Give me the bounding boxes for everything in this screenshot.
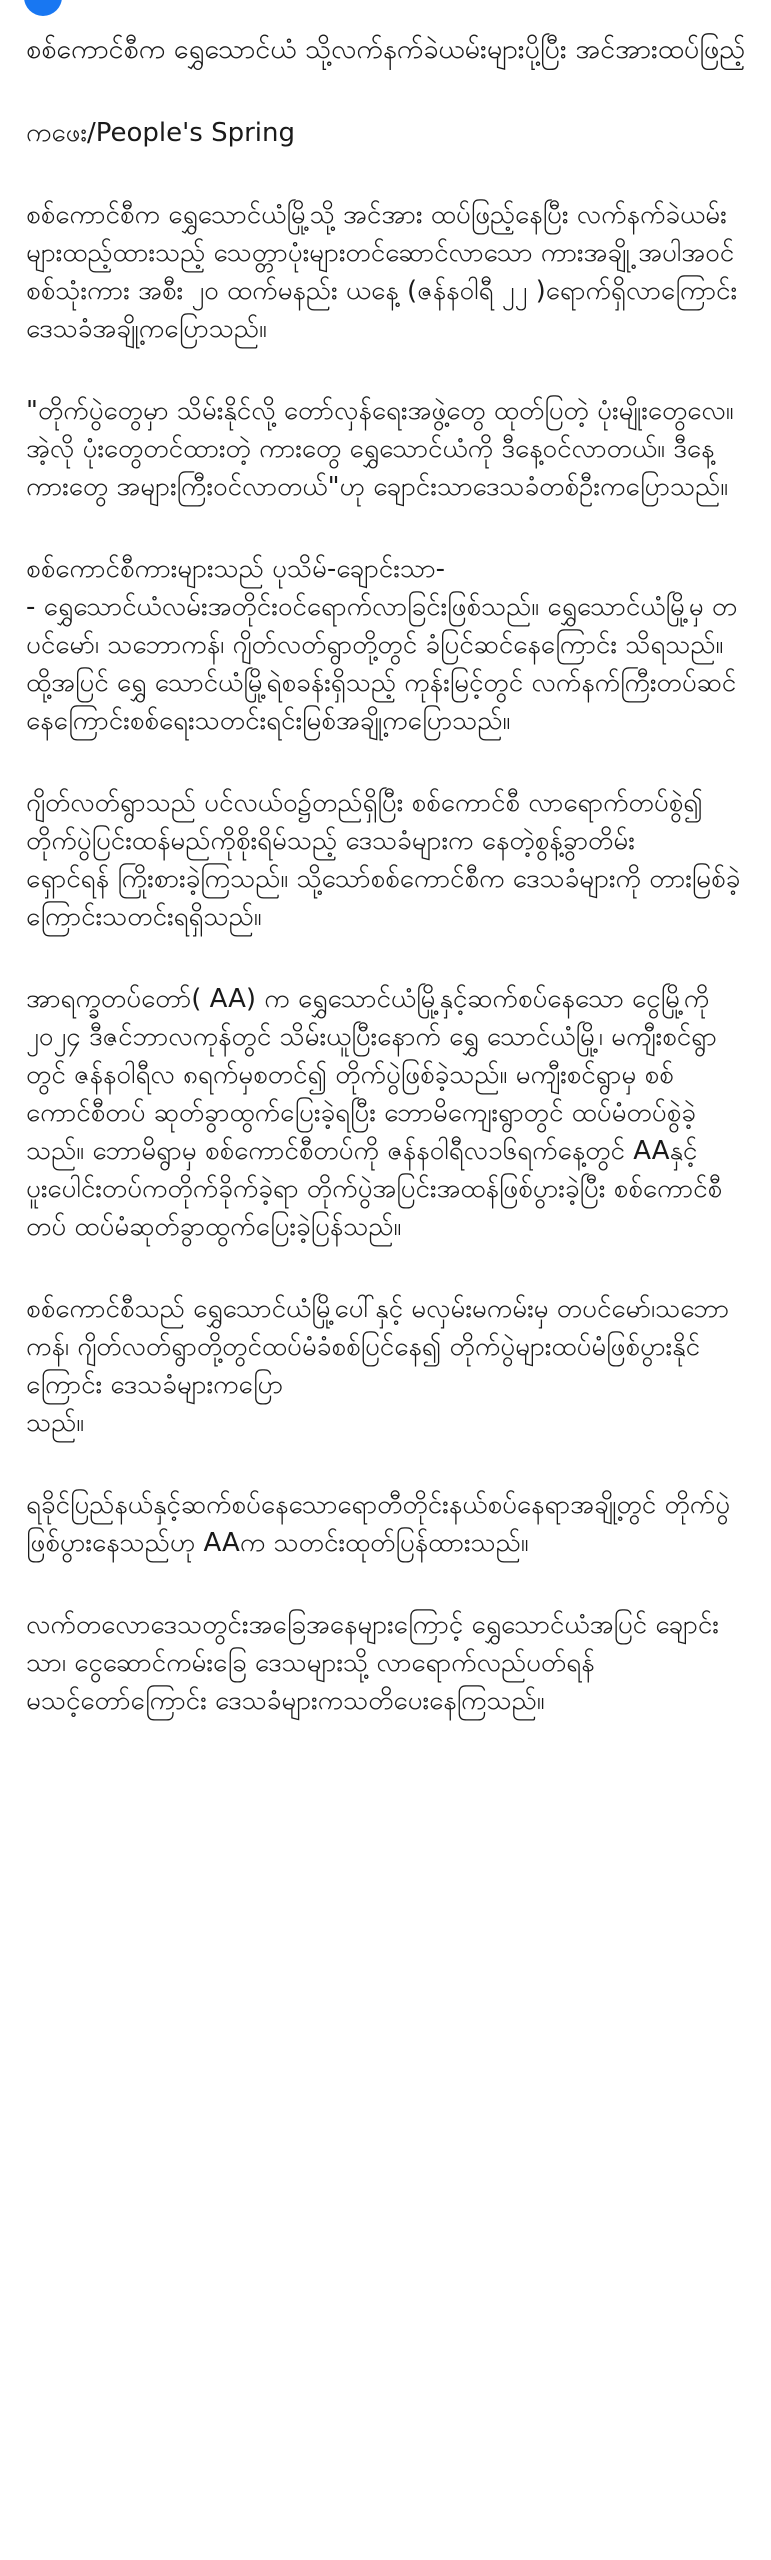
article-paragraph: ဂျိတ်လတ်ရွာသည် ပင်လယ်ဝ၌တည်ရှိပြီး စစ်ကောင်စီ လာရောက်တပ်စွဲ၍ တိုက်ပွဲပြင်းထန်မည်ကိုစိုးရိမ်သည့် ဒေသခံများက နေတဲ့စွန့်ခွာတိမ်း ရှောင်ရန် ကြိုးစားခဲ့ကြသည်။ သို့သော်စစ်ကောင်စီက ဒေသခံများကို တားမြစ်ခဲ့ကြောင်းသတင်းရရှိသည်။ <box>26 788 741 932</box>
article-paragraph: စစ်ကောင်စီသည် ရွှေသောင်ယံမြို့ပေါ်နှင့် မလှမ်းမကမ်းမှ တပင်မော်၊သဘောကန်၊ ဂျိတ်လတ်ရွာတို့တွင်ထပ်မံခံစစ်ပြင်နေ၍ တိုက်ပွဲများထပ်မံဖြစ်ပွားနိုင်ကြောင်း ဒေသခံများကပြော သည်။ <box>26 1294 730 1438</box>
article-byline: ကဖေး/People's Spring <box>26 118 296 148</box>
article-paragraph: ရခိုင်ပြည်နယ်နှင့်ဆက်စပ်နေသောရောတီတိုင်းနယ်စပ်နေရာအချို့တွင် တိုက်ပွဲဖြစ်ပွားနေသည်ဟု AAက သတင်းထုတ်ပြန်ထားသည်။ <box>26 1490 731 1558</box>
news-article <box>26 30 746 1764</box>
article-headline: စစ်ကောင်စီက ရွှေသောင်ယံ သို့လက်နက်ခဲယမ်းများပို့ပြီး အင်အားထပ်ဖြည့် <box>26 34 746 65</box>
profile-avatar[interactable] <box>24 0 62 16</box>
article-paragraph: စစ်ကောင်စီကားများသည် ပုသိမ်-ချောင်းသာ- - ရွှေသောင်ယံလမ်းအတိုင်းဝင်ရောက်လာခြင်းဖြစ်သည်။ ရွှေသောင်ယံမြို့မှ တပင်မော်၊ သဘောကန်၊ ဂျိတ်လတ်ရွာတို့တွင် ခံပြင်ဆင်နေကြောင်း သိရသည်။ ထို့အပြင် ရွှေ သောင်ယံမြို့ရဲစခန်းရှိသည့် ကုန်းမြင့်တွင် လက်နက်ကြီးတပ်ဆင်နေကြောင်းစစ်ရေးသတင်းရင်းမြစ်အချို့ကပြောသည်။ <box>26 554 738 736</box>
article-paragraph: "တိုက်ပွဲတွေမှာ သိမ်းနိုင်လို့ တော်လှန်ရေးအဖွဲ့တွေ ထုတ်ပြတဲ့ ပုံးမျိုးတွေလေ။ အဲ့လို ပုံးတွေတင်ထားတဲ့ ကားတွေ ရွှေသောင်ယံကို ဒီနေ့ဝင်လာတယ်။ ဒီနေ့ ကားတွေ အများကြီးဝင်လာတယ်"ဟု ချောင်းသာဒေသခံတစ်ဦးကပြောသည်။ <box>26 396 734 502</box>
article-paragraph: အာရက္ခတပ်တော်( AA) က ရွှေသောင်ယံမြို့နှင့်ဆက်စပ်နေသော ငွေမြို့ကို ၂၀၂၄ ဒီဇင်ဘာလကုန်တွင် သိမ်းယူပြီးနောက် ရွှေ သောင်ယံမြို့၊ မကျီးစင်ရွာတွင် ဇန်နဝါရီလ ၈ရက်မှစတင်၍ တိုက်ပွဲဖြစ်ခဲ့သည်။ မကျီးစင်ရွာမှ စစ်ကောင်စီတပ် ဆုတ်ခွာထွက်ပြေးခဲ့ရပြီး ဘောမိကျေးရွာတွင် ထပ်မံတပ်စွဲခဲ့သည်။ ဘောမိရွာမှ စစ်ကောင်စီတပ်ကို ဇန်နဝါရီလ၁၆ရက်နေ့တွင် AAနှင့် ပူးပေါင်းတပ်ကတိုက်ခိုက်ခဲ့ရာ တိုက်ပွဲအပြင်းအထန်ဖြစ်ပွားခဲ့ပြီး စစ်ကောင်စီတပ် ထပ်မံဆုတ်ခွာထွက်ပြေးခဲ့ပြန်သည်။ <box>26 984 723 1242</box>
article-paragraph: စစ်ကောင်စီက ရွှေသောင်ယံမြို့သို့ အင်အား ထပ်ဖြည့်နေပြီး လက်နက်ခဲယမ်းများထည့်ထားသည့် သေတ္တာပုံးများတင်ဆောင်လာသော ကားအချို့ အပါအဝင် စစ်သုံးကား အစီး ၂၀ ထက်မနည်း ယနေ့ (ဇန်နဝါရီ ၂၂ )ရောက်ရှိလာကြောင်းဒေသခံအချို့ကပြောသည်။ <box>26 200 738 344</box>
article-paragraph: လက်တလောဒေသတွင်းအခြေအနေများကြောင့် ရွှေသောင်ယံအပြင် ချောင်းသာ၊ ငွေဆောင်ကမ်းခြေ ဒေသများသို့ လာရောက်လည်ပတ်ရန် မသင့်တော်ကြောင်း ဒေသခံများကသတိပေးနေကြသည်။ <box>26 1610 719 1716</box>
